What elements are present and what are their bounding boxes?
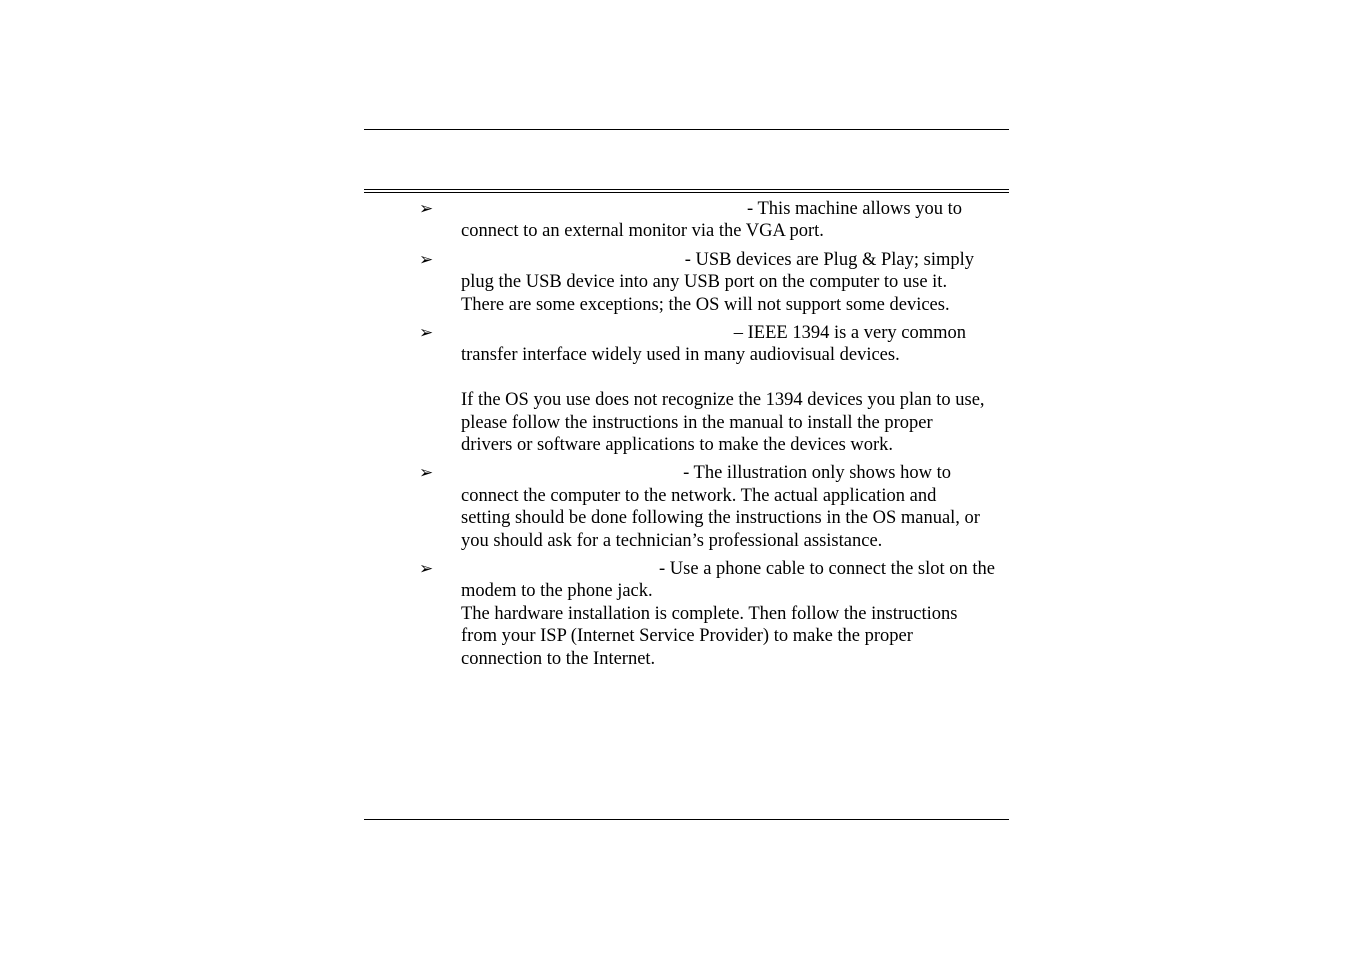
section-rule-upper (364, 189, 1009, 190)
list-item-vga (0, 198, 1021, 243)
item-text-line: plug the USB device into any USB port on the computer to use it. (461, 272, 948, 293)
arrow-bullet-icon: ➢ (419, 323, 434, 344)
item-text-line: you should ask for a technician’s professional assistance. (461, 530, 883, 551)
arrow-bullet-icon: ➢ (419, 463, 434, 484)
item-lead-text: - Use a phone cable to connect the slot on the (659, 559, 995, 580)
item-text-line: connect the computer to the network. The actual application and (461, 485, 937, 506)
arrow-bullet-icon: ➢ (419, 249, 434, 270)
item-text-line: from your ISP (Internet Service Provider) to make the proper (461, 626, 913, 647)
list-item-network (0, 462, 1021, 552)
list-item-modem (0, 558, 1021, 670)
item-text-line: connect to an external monitor via the VGA port. (461, 221, 824, 242)
item-note-line: If the OS you use does not recognize the 1394 devices you plan to use, (461, 390, 985, 411)
list-item-usb (0, 249, 1021, 316)
item-lead-text: - USB devices are Plug & Play; simply (684, 249, 974, 270)
section-rule-lower (364, 192, 1009, 193)
item-text-line: transfer interface widely used in many audiovisual devices. (461, 345, 900, 366)
item-lead-text: - This machine allows you to (747, 199, 962, 219)
item-lead-text: - The illustration only shows how to (683, 463, 951, 484)
item-note-line: drivers or software applications to make the devices work. (461, 435, 894, 456)
header-rule (364, 129, 1009, 130)
item-lead-text: – IEEE 1394 is a very common (733, 323, 966, 344)
item-note-line: please follow the instructions in the manual to install the proper (461, 412, 933, 433)
item-text-line: The hardware installation is complete. Then follow the instructions (461, 603, 958, 624)
item-text-line: setting should be done following the instructions in the OS manual, or (461, 508, 980, 529)
item-text-line: modem to the phone jack. (461, 581, 653, 602)
item-text-line: There are some exceptions; the OS will not support some devices. (461, 294, 950, 315)
item-text-line: connection to the Internet. (461, 648, 656, 669)
footer-rule (364, 819, 1009, 820)
arrow-bullet-icon: ➢ (419, 199, 434, 219)
list-item-ieee1394 (0, 322, 1021, 456)
arrow-bullet-icon: ➢ (419, 559, 434, 580)
bullet-list (0, 198, 1348, 670)
